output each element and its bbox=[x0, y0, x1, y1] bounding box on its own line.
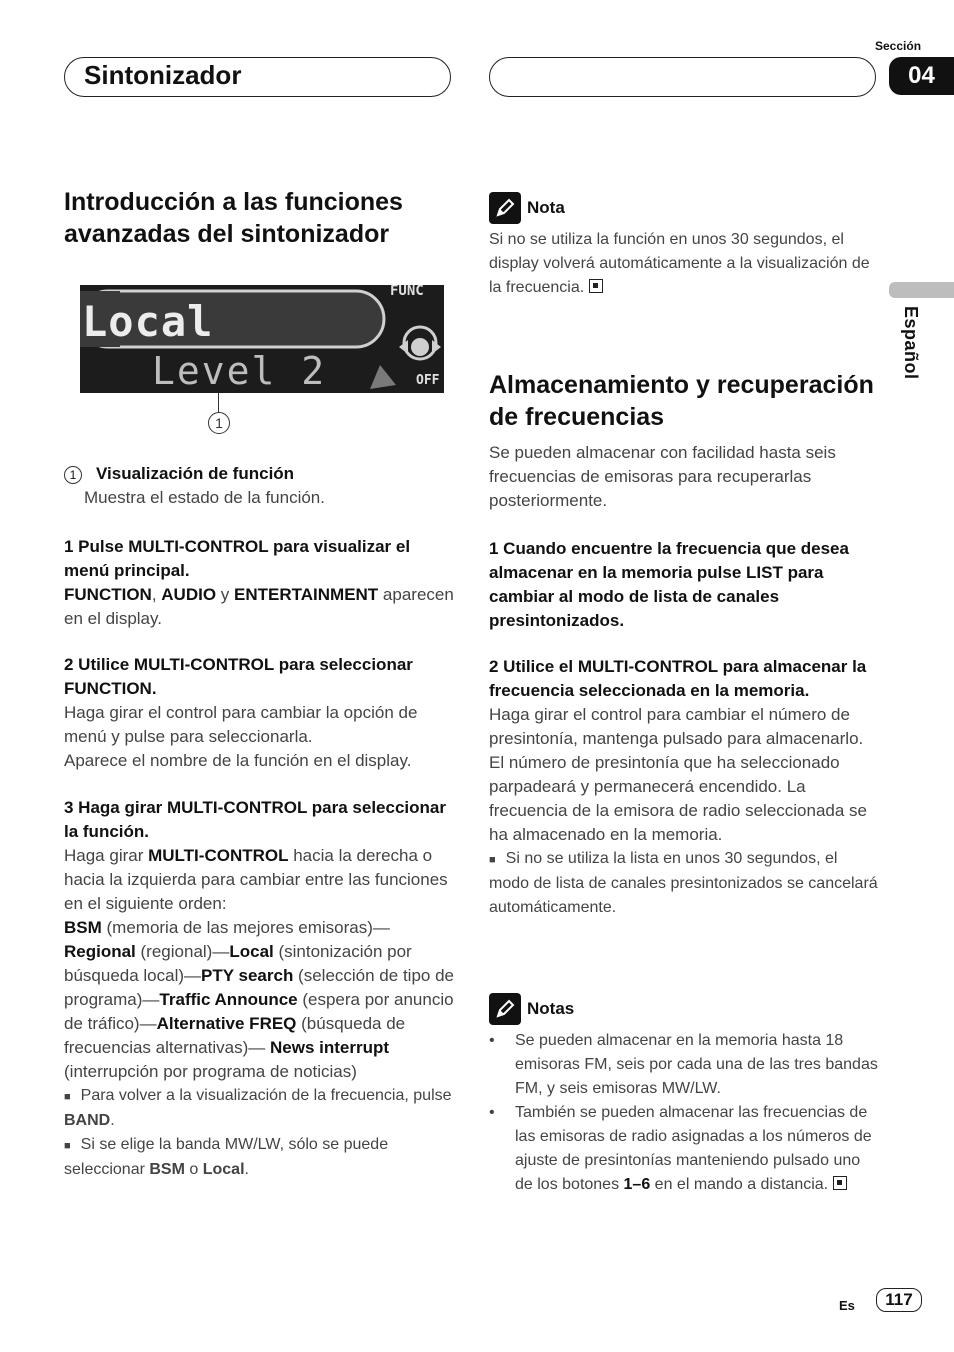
legend-number: 1 bbox=[64, 466, 82, 484]
notas-item-2 bbox=[489, 1101, 881, 1197]
callout-line bbox=[218, 393, 219, 413]
pencil-icon bbox=[489, 993, 521, 1025]
step-3-note-2: ■ Si se elige la banda MW/LW, sólo se puede seleccionar BSM o Local. bbox=[64, 1136, 389, 1178]
display-off-label: OFF bbox=[416, 373, 440, 388]
right-step-2 bbox=[489, 655, 881, 920]
display-line-2: Level 2 bbox=[152, 349, 327, 393]
step-3 bbox=[64, 796, 456, 1182]
notas-item-1-text: Se pueden almacenar en la memoria hasta 18 emisoras FM, seis por cada una de las tres bandas FM, y seis emisoras MW/LW. bbox=[515, 1032, 878, 1097]
step-2-title: 2 Utilice MULTI-CONTROL para seleccionar FUNCTION. bbox=[64, 655, 413, 698]
right-step-2-text-2: El número de presintonía que ha seleccionado parpadeará y permanecerá encendido. La frecuencia de la emisora de radio seleccionada se ha almacenado en la memoria. bbox=[489, 753, 868, 844]
callout-number bbox=[208, 412, 230, 434]
display-line-1: Local bbox=[82, 297, 214, 346]
right-section-heading bbox=[489, 369, 879, 433]
step-3-text: Haga girar MULTI-CONTROL hacia la derecha o hacia la izquierda para cambiar entre las funciones en el siguiente orden: bbox=[64, 846, 448, 913]
notas-item-2-text: También se pueden almacenar las frecuencias de las emisoras de radio asignadas a los números de ajuste de presintonías manteniendo pulsado uno de los botones 1–6 en el mando a distancia. bbox=[515, 1104, 872, 1193]
right-step-1-title: 1 Cuando encuentre la frecuencia que desea almacenar en la memoria pulse LIST para cambiar al modo de lista de canales presintonizados. bbox=[489, 539, 849, 630]
step-2-text-1: Haga girar el control para cambiar la opción de menú y pulse para seleccionarla. bbox=[64, 703, 418, 746]
nota-text: Si no se utiliza la función en unos 30 segundos, el display volverá automáticamente a la visualización de la frecuencia. bbox=[489, 231, 870, 296]
square-bullet-icon: ■ bbox=[64, 1091, 71, 1103]
notas-label: Notas bbox=[527, 999, 575, 1018]
nota-label: Nota bbox=[527, 198, 565, 217]
end-mark-icon bbox=[589, 279, 603, 293]
heading-text: Almacenamiento y recuperación de frecuencias bbox=[489, 371, 874, 431]
language-tab-label: Español bbox=[901, 306, 921, 380]
footer-language: Es bbox=[839, 1298, 855, 1313]
square-bullet-icon: ■ bbox=[489, 854, 496, 866]
step-2-text-2: Aparece el nombre de la función en el display. bbox=[64, 751, 412, 770]
tuner-display-illustration bbox=[80, 285, 444, 393]
callout-number-text: 1 bbox=[215, 415, 223, 431]
bullet-dot-icon: • bbox=[489, 1104, 495, 1121]
pencil-icon bbox=[489, 192, 521, 224]
notas-box bbox=[489, 993, 881, 1197]
right-intro bbox=[489, 441, 879, 513]
step-1-title: 1 Pulse MULTI-CONTROL para visualizar el menú principal. bbox=[64, 537, 411, 580]
notas-item-1 bbox=[489, 1029, 881, 1101]
legend bbox=[64, 462, 454, 510]
square-bullet-icon: ■ bbox=[64, 1140, 71, 1152]
legend-title-text: Visualización de función bbox=[96, 464, 295, 483]
heading-text: Introducción a las funciones avanzadas del sintonizador bbox=[64, 188, 403, 248]
step-3-note-1: ■ Para volver a la visualización de la frecuencia, pulse BAND. bbox=[64, 1087, 452, 1129]
section-number-badge: 04 bbox=[889, 57, 954, 95]
right-step-2-title: 2 Utilice el MULTI-CONTROL para almacenar la frecuencia seleccionada en la memoria. bbox=[489, 657, 867, 700]
display-func-label: FUNC bbox=[390, 285, 424, 299]
left-section-heading bbox=[64, 186, 454, 250]
language-tab-bar bbox=[889, 282, 954, 298]
legend-desc: Muestra el estado de la función. bbox=[84, 488, 325, 507]
intro-text: Se pueden almacenar con facilidad hasta seis frecuencias de emisoras para recuperarlas posteriormente. bbox=[489, 443, 836, 510]
right-step-1 bbox=[489, 537, 879, 633]
bullet-dot-icon: • bbox=[489, 1032, 495, 1049]
nota-header bbox=[489, 192, 879, 224]
function-order-list: BSM (memoria de las mejores emisoras)— Regional (regional)—Local (sintonización por búsqueda local)—PTY search (selección de tipo de programa)—Traffic Announce (espera por anuncio de tráfico)—Alternative FREQ (búsqueda de frecuencias alternativas)— News interrupt (interrupción por programa de noticias) bbox=[64, 918, 454, 1081]
nota-box bbox=[489, 192, 879, 300]
step-1 bbox=[64, 535, 454, 631]
end-mark-icon bbox=[833, 1176, 847, 1190]
legend-title bbox=[64, 462, 454, 486]
right-step-2-text-1: Haga girar el control para cambiar el número de presintonía, mantenga pulsado para almacenarlo. bbox=[489, 705, 864, 748]
section-label: Sección bbox=[875, 39, 922, 53]
notas-header bbox=[489, 993, 881, 1025]
step-3-title: 3 Haga girar MULTI-CONTROL para seleccionar la función. bbox=[64, 798, 446, 841]
page-number: 117 bbox=[876, 1288, 922, 1312]
step-2 bbox=[64, 653, 454, 773]
right-step-2-note: ■ Si no se utiliza la lista en unos 30 segundos, el modo de lista de canales presintonizados se cancelará automáticamente. bbox=[489, 850, 878, 916]
chapter-title: Sintonizador bbox=[84, 60, 242, 90]
section-header-bar-right bbox=[489, 57, 876, 97]
step-1-text: FUNCTION, AUDIO y ENTERTAINMENT aparecen en el display. bbox=[64, 585, 454, 628]
